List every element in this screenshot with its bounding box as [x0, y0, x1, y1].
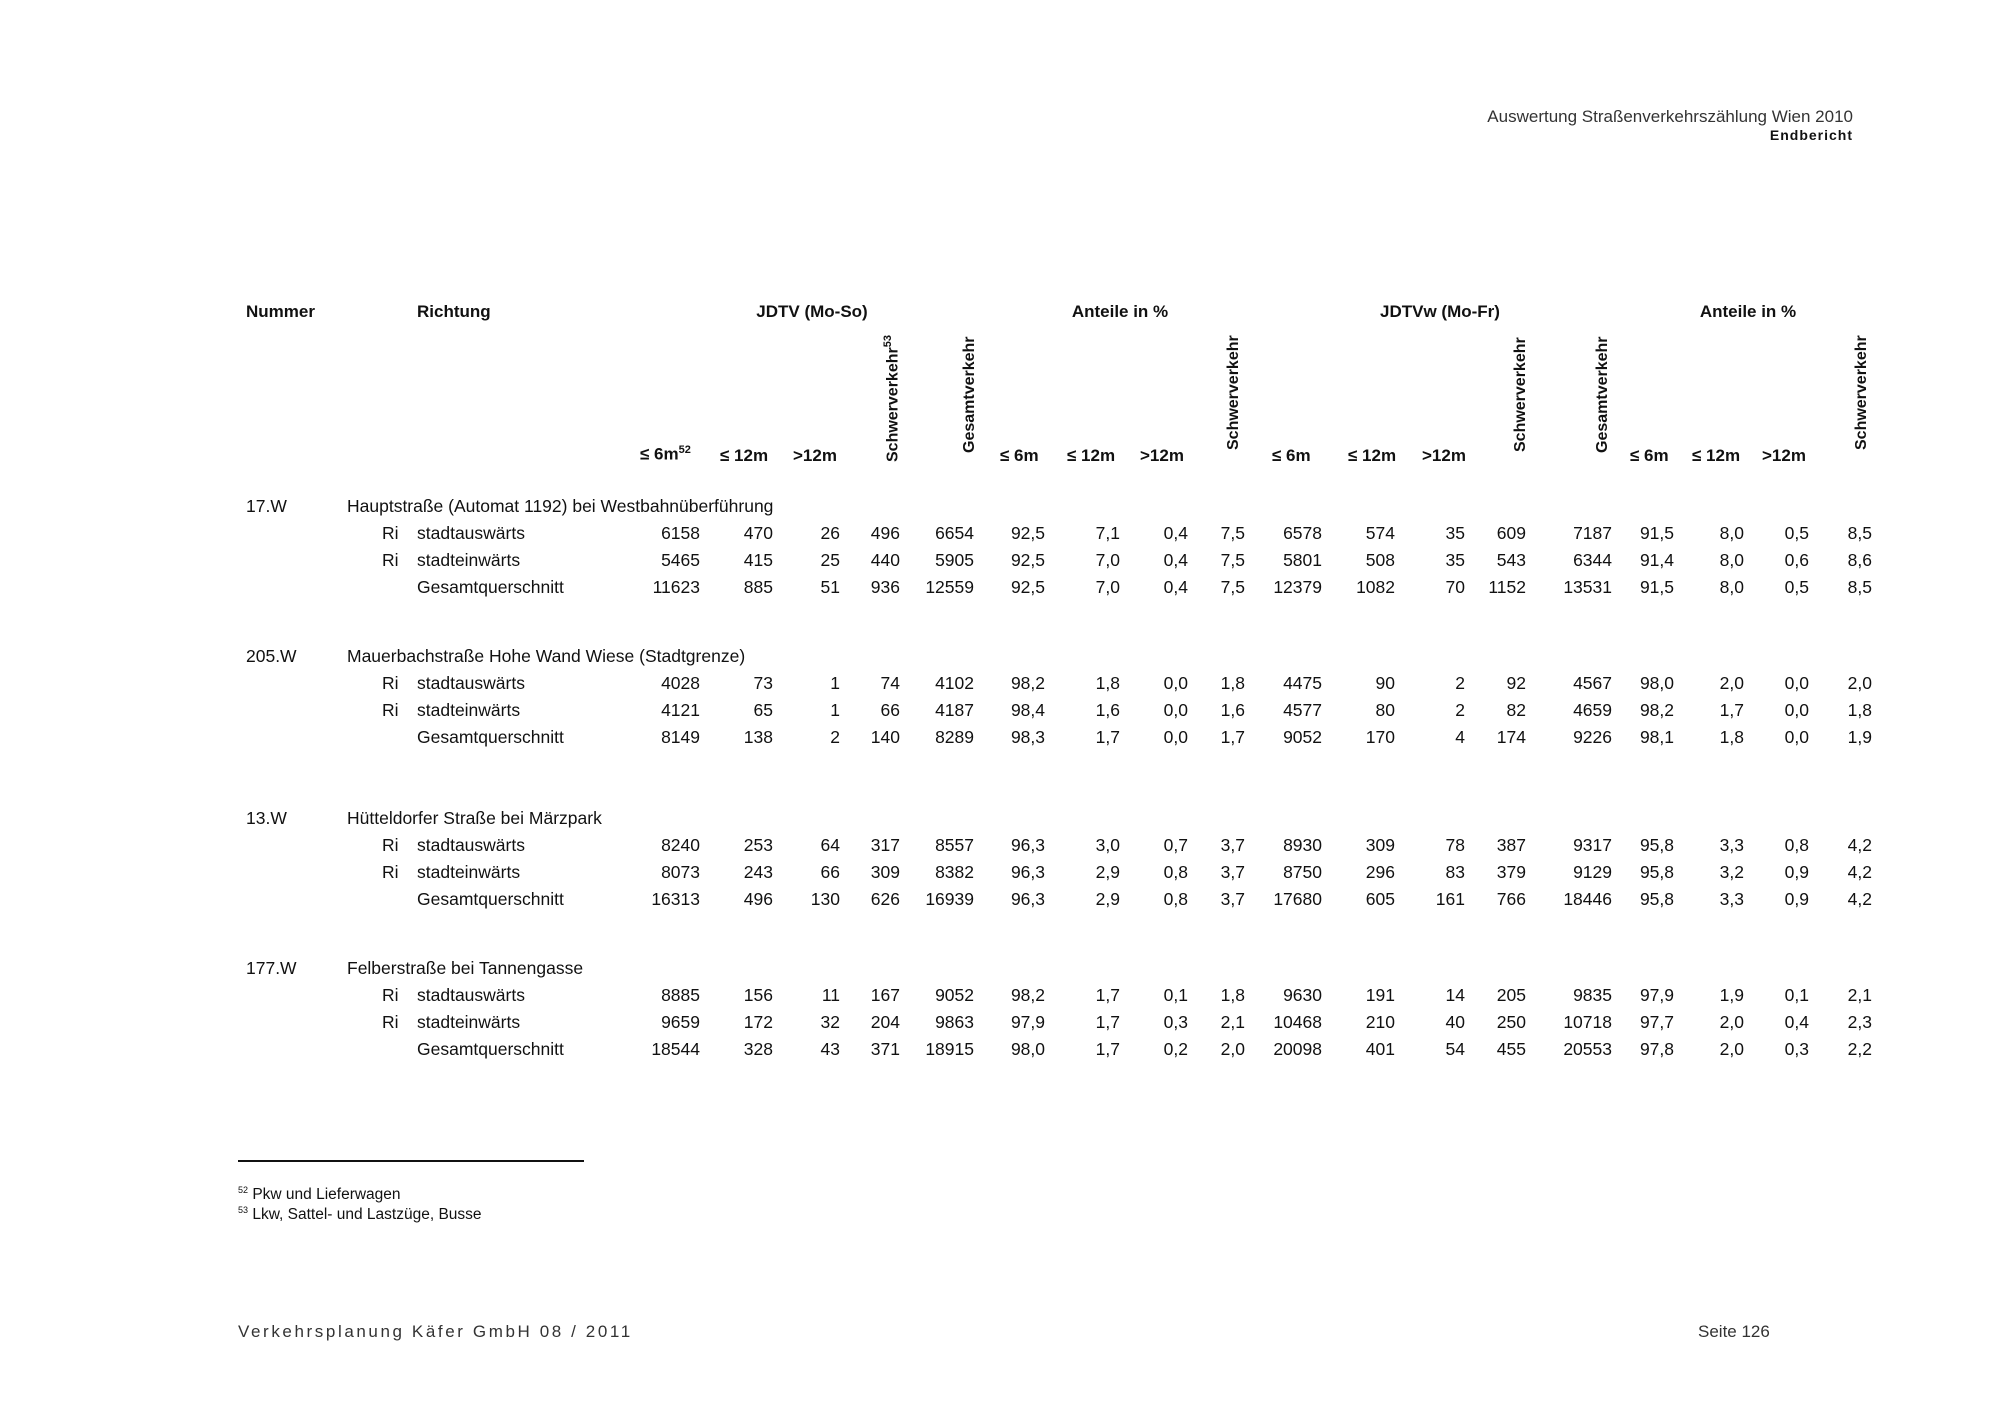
table-cell: 43 — [820, 1039, 840, 1059]
table-cell: 1,8 — [1220, 985, 1245, 1005]
table-cell: 98,2 — [1639, 700, 1674, 720]
group-header-jdtv: JDTV (Mo-So) — [756, 302, 868, 321]
footer-page-number: Seite 126 — [1698, 1322, 1770, 1341]
table-row — [0, 835, 2000, 861]
table-cell: 2 — [1455, 673, 1465, 693]
table-cell: 8,0 — [1719, 550, 1744, 570]
table-cell: 508 — [1365, 550, 1395, 570]
section-number: 205.W — [246, 646, 297, 666]
subheader-le6m-jdtv: ≤ $6m^{52}$ — [640, 444, 691, 464]
table-cell: 8930 — [1283, 835, 1322, 855]
table-cell: 1 — [830, 700, 840, 720]
table-cell: 91,5 — [1639, 577, 1674, 597]
table-cell: 40 — [1445, 1012, 1465, 1032]
table-cell: 92,5 — [1010, 523, 1045, 543]
table-cell: 0,4 — [1784, 1012, 1809, 1032]
table-cell: 9317 — [1573, 835, 1612, 855]
subheader-le12m-anteile-1: ≤ 12m — [1067, 446, 1116, 465]
table-cell: 7,0 — [1095, 577, 1120, 597]
table-cell: 98,3 — [1010, 727, 1045, 747]
report-subtitle: Endbericht — [1769, 127, 1853, 144]
table-cell: 1,7 — [1095, 727, 1120, 747]
table-cell: 98,0 — [1639, 673, 1674, 693]
group-header-jdtvw: JDTVw (Mo-Fr) — [1380, 302, 1500, 321]
table-cell: 3,7 — [1220, 889, 1245, 909]
table-cell: 80 — [1375, 700, 1395, 720]
table-cell: 5801 — [1283, 550, 1322, 570]
table-cell: 1152 — [1488, 577, 1526, 597]
table-cell: 8,0 — [1719, 577, 1744, 597]
table-cell: 3,2 — [1719, 862, 1744, 882]
table-row — [0, 1012, 2000, 1038]
table-cell: 4,2 — [1847, 862, 1872, 882]
direction-label: stadteinwärts — [417, 862, 521, 882]
table-cell: 3,7 — [1220, 862, 1245, 882]
table-cell: 97,8 — [1639, 1039, 1674, 1059]
table-cell: 18446 — [1563, 889, 1612, 909]
table-cell: 6158 — [661, 523, 700, 543]
table-cell: 8289 — [935, 727, 974, 747]
table-cell: 18544 — [651, 1039, 700, 1059]
table-cell: 2 — [830, 727, 840, 747]
direction-prefix: Ri — [382, 523, 399, 543]
table-cell: 3,3 — [1719, 889, 1744, 909]
direction-label: Gesamtquerschnitt — [417, 727, 564, 747]
table-cell: 70 — [1445, 577, 1465, 597]
table-cell: 415 — [743, 550, 773, 570]
table-cell: 0,8 — [1163, 862, 1188, 882]
table-cell: 138 — [743, 727, 773, 747]
table-cell: 0,4 — [1163, 550, 1188, 570]
table-cell: 1,7 — [1220, 727, 1245, 747]
table-cell: 9226 — [1573, 727, 1612, 747]
table-cell: 8750 — [1283, 862, 1322, 882]
table-cell: 1,8 — [1719, 727, 1744, 747]
table-cell: 92,5 — [1010, 577, 1045, 597]
table-cell: 243 — [743, 862, 773, 882]
table-cell: 4659 — [1573, 700, 1612, 720]
table-cell: 8,5 — [1847, 523, 1872, 543]
table-cell: 16939 — [925, 889, 974, 909]
table-cell: 170 — [1365, 727, 1395, 747]
direction-prefix: Ri — [382, 673, 399, 693]
table-cell: 0,0 — [1784, 673, 1809, 693]
table-cell: 96,3 — [1010, 835, 1045, 855]
footer-company: Verkehrsplanung Käfer GmbH 08 / 2011 — [238, 1322, 633, 1341]
table-cell: 16313 — [651, 889, 700, 909]
table-cell: 401 — [1365, 1039, 1395, 1059]
section-number: 13.W — [246, 808, 287, 828]
table-cell: 0,4 — [1163, 523, 1188, 543]
subheader-le6m-jdtvw: ≤ 6m — [1272, 446, 1311, 465]
table-row — [0, 727, 2000, 753]
table-cell: 95,8 — [1639, 862, 1674, 882]
table-cell: 0,3 — [1784, 1039, 1809, 1059]
table-cell: 1,6 — [1095, 700, 1120, 720]
direction-prefix: Ri — [382, 1012, 399, 1032]
table-cell: 574 — [1365, 523, 1395, 543]
table-cell: 2,3 — [1847, 1012, 1872, 1032]
table-row — [0, 550, 2000, 576]
vertical-header-schwerverkehr-anteile-2: Schwerverkehr — [1853, 335, 1870, 450]
table-cell: 96,3 — [1010, 862, 1045, 882]
section-header-row — [0, 958, 2000, 984]
table-row — [0, 1039, 2000, 1065]
column-header-nummer: Nummer — [246, 302, 315, 321]
table-cell: 66 — [820, 862, 840, 882]
table-cell: 0,6 — [1784, 550, 1809, 570]
subheader-gt12m-jdtv: >12m — [793, 446, 837, 465]
subheader-le6m-anteile-2: ≤ 6m — [1630, 446, 1669, 465]
table-cell: 9659 — [661, 1012, 700, 1032]
table-cell: 0,1 — [1163, 985, 1188, 1005]
table-cell: 8149 — [661, 727, 700, 747]
table-cell: 0,0 — [1784, 727, 1809, 747]
table-cell: 8,6 — [1847, 550, 1872, 570]
table-cell: 2,2 — [1847, 1039, 1872, 1059]
direction-label: Gesamtquerschnitt — [417, 889, 564, 909]
direction-prefix: Ri — [382, 700, 399, 720]
table-cell: 6578 — [1283, 523, 1322, 543]
table-cell: 95,8 — [1639, 835, 1674, 855]
table-cell: 25 — [820, 550, 840, 570]
table-row — [0, 523, 2000, 549]
footnote-52: $^{52}$ Pkw und Lieferwagen — [238, 1185, 401, 1204]
table-cell: 91,4 — [1639, 550, 1674, 570]
table-cell: 140 — [870, 727, 900, 747]
table-cell: 1082 — [1356, 577, 1395, 597]
direction-label: stadteinwärts — [417, 1012, 521, 1032]
table-cell: 7,5 — [1220, 550, 1245, 570]
table-cell: 609 — [1496, 523, 1526, 543]
table-cell: 7,5 — [1220, 523, 1245, 543]
table-cell: 17680 — [1273, 889, 1322, 909]
table-cell: 12379 — [1273, 577, 1322, 597]
table-cell: 35 — [1445, 523, 1465, 543]
subheader-le6m-anteile-1: ≤ 6m — [1000, 446, 1039, 465]
subheader-le12m-anteile-2: ≤ 12m — [1692, 446, 1741, 465]
group-header-anteile-2: Anteile in % — [1699, 302, 1797, 321]
table-cell: 0,7 — [1163, 835, 1188, 855]
footnote-53: $^{53}$ Lkw, Sattel- und Lastzüge, Busse — [238, 1205, 482, 1224]
table-cell: 11 — [821, 985, 840, 1005]
table-cell: 9052 — [1283, 727, 1322, 747]
table-cell: 2,9 — [1095, 862, 1120, 882]
table-cell: 1,8 — [1847, 700, 1872, 720]
direction-prefix: Ri — [382, 985, 399, 1005]
table-cell: 6654 — [935, 523, 974, 543]
table-cell: 1,7 — [1095, 985, 1120, 1005]
table-cell: 4028 — [661, 673, 700, 693]
table-cell: 4,2 — [1847, 889, 1872, 909]
direction-prefix: Ri — [382, 550, 399, 570]
table-cell: 543 — [1496, 550, 1526, 570]
table-cell: 0,0 — [1163, 700, 1188, 720]
table-cell: 92 — [1506, 673, 1526, 693]
section-header-row — [0, 808, 2000, 834]
table-cell: 455 — [1496, 1039, 1526, 1059]
table-cell: 1,7 — [1095, 1012, 1120, 1032]
subheader-gt12m-anteile-2: >12m — [1762, 446, 1806, 465]
table-cell: 296 — [1365, 862, 1395, 882]
vertical-header-gesamtverkehr-jdtvw: Gesamtverkehr — [1594, 336, 1611, 453]
table-cell: 3,7 — [1220, 835, 1245, 855]
table-cell: 6344 — [1573, 550, 1612, 570]
table-cell: 0,8 — [1163, 889, 1188, 909]
table-cell: 1,8 — [1220, 673, 1245, 693]
subheader-le12m-jdtv: ≤ 12m — [720, 446, 769, 465]
table-cell: 0,5 — [1784, 577, 1809, 597]
table-cell: 9863 — [935, 1012, 974, 1032]
table-cell: 309 — [870, 862, 900, 882]
table-cell: 66 — [880, 700, 900, 720]
table-cell: 936 — [870, 577, 900, 597]
section-header-row — [0, 496, 2000, 522]
table-cell: 82 — [1506, 700, 1526, 720]
table-cell: 4187 — [935, 700, 974, 720]
table-cell: 885 — [743, 577, 773, 597]
table-cell: 250 — [1496, 1012, 1526, 1032]
table-cell: 26 — [820, 523, 840, 543]
table-cell: 7187 — [1573, 523, 1612, 543]
table-cell: 9630 — [1283, 985, 1322, 1005]
table-cell: 161 — [1435, 889, 1465, 909]
table-cell: 95,8 — [1639, 889, 1674, 909]
direction-label: stadtauswärts — [417, 835, 525, 855]
direction-label: stadtauswärts — [417, 523, 525, 543]
table-cell: 2,0 — [1220, 1039, 1245, 1059]
table-cell: 1 — [830, 673, 840, 693]
table-cell: 98,1 — [1639, 727, 1674, 747]
table-cell: 0,2 — [1163, 1039, 1188, 1059]
table-cell: 8885 — [661, 985, 700, 1005]
table-cell: 2,0 — [1847, 673, 1872, 693]
table-cell: 8073 — [661, 862, 700, 882]
table-cell: 4 — [1455, 727, 1465, 747]
direction-label: Gesamtquerschnitt — [417, 577, 564, 597]
table-cell: 130 — [810, 889, 840, 909]
table-row — [0, 862, 2000, 888]
table-cell: 496 — [743, 889, 773, 909]
table-row — [0, 985, 2000, 1011]
table-cell: 379 — [1496, 862, 1526, 882]
table-cell: 5905 — [935, 550, 974, 570]
section-location-name: Felberstraße bei Tannengasse — [347, 958, 584, 978]
table-cell: 10718 — [1563, 1012, 1612, 1032]
table-cell: 18915 — [925, 1039, 974, 1059]
table-cell: 7,1 — [1095, 523, 1120, 543]
table-cell: 4121 — [661, 700, 700, 720]
table-cell: 210 — [1365, 1012, 1395, 1032]
table-cell: 7,0 — [1095, 550, 1120, 570]
table-cell: 54 — [1445, 1039, 1465, 1059]
table-cell: 0,0 — [1784, 700, 1809, 720]
table-cell: 97,9 — [1639, 985, 1674, 1005]
table-cell: 172 — [743, 1012, 773, 1032]
table-cell: 2,1 — [1847, 985, 1872, 1005]
table-cell: 328 — [743, 1039, 773, 1059]
direction-label: stadtauswärts — [417, 985, 525, 1005]
table-cell: 8,5 — [1847, 577, 1872, 597]
table-cell: 74 — [880, 673, 900, 693]
section-location-name: Hauptstraße (Automat 1192) bei Westbahnüberführung — [347, 496, 774, 516]
table-cell: 1,9 — [1719, 985, 1744, 1005]
table-cell: 496 — [870, 523, 900, 543]
direction-label: stadteinwärts — [417, 550, 521, 570]
table-cell: 11623 — [652, 577, 700, 597]
table-cell: 156 — [743, 985, 773, 1005]
table-cell: 13531 — [1563, 577, 1612, 597]
table-cell: 65 — [753, 700, 773, 720]
table-cell: 3,0 — [1095, 835, 1120, 855]
table-cell: 0,9 — [1784, 862, 1809, 882]
table-cell: 3,3 — [1719, 835, 1744, 855]
table-cell: 371 — [870, 1039, 900, 1059]
table-cell: 0,4 — [1163, 577, 1188, 597]
table-cell: 14 — [1445, 985, 1465, 1005]
table-cell: 1,9 — [1847, 727, 1872, 747]
table-cell: 191 — [1365, 985, 1395, 1005]
table-cell: 0,0 — [1163, 727, 1188, 747]
footnote-divider — [238, 1160, 584, 1162]
table-cell: 167 — [870, 985, 900, 1005]
table-cell: 8240 — [661, 835, 700, 855]
table-cell: 317 — [870, 835, 900, 855]
subheader-le12m-jdtvw: ≤ 12m — [1348, 446, 1397, 465]
vertical-header-schwerverkehr-jdtvw: Schwerverkehr — [1512, 337, 1529, 452]
table-cell: 626 — [870, 889, 900, 909]
direction-label: stadteinwärts — [417, 700, 521, 720]
table-cell: 92,5 — [1010, 550, 1045, 570]
table-cell: 64 — [820, 835, 840, 855]
column-header-richtung: Richtung — [417, 302, 491, 321]
table-cell: 1,7 — [1095, 1039, 1120, 1059]
table-cell: 32 — [820, 1012, 840, 1032]
table-cell: 20553 — [1563, 1039, 1612, 1059]
table-cell: 9052 — [935, 985, 974, 1005]
vertical-header-schwerverkehr-anteile-1: Schwerverkehr — [1225, 335, 1242, 450]
table-cell: 98,2 — [1010, 673, 1045, 693]
table-cell: 35 — [1445, 550, 1465, 570]
direction-label: Gesamtquerschnitt — [417, 1039, 564, 1059]
table-cell: 9129 — [1573, 862, 1612, 882]
table-cell: 4577 — [1283, 700, 1322, 720]
table-cell: 204 — [870, 1012, 900, 1032]
direction-prefix: Ri — [382, 835, 399, 855]
subheader-gt12m-jdtvw: >12m — [1422, 446, 1466, 465]
table-row — [0, 673, 2000, 699]
vertical-header-schwerverkehr-jdtv: Schwerverkehr$^{53}$ — [882, 335, 902, 462]
section-number: 177.W — [246, 958, 297, 978]
table-cell: 253 — [743, 835, 773, 855]
table-cell: 4102 — [935, 673, 974, 693]
table-cell: 7,5 — [1220, 577, 1245, 597]
table-cell: 174 — [1496, 727, 1526, 747]
table-cell: 605 — [1365, 889, 1395, 909]
subheader-gt12m-anteile-1: >12m — [1140, 446, 1184, 465]
table-cell: 51 — [820, 577, 840, 597]
table-cell: 9835 — [1573, 985, 1612, 1005]
section-header-row — [0, 646, 2000, 672]
table-cell: 2,1 — [1220, 1012, 1245, 1032]
table-cell: 83 — [1445, 862, 1465, 882]
table-cell: 440 — [870, 550, 900, 570]
direction-label: stadtauswärts — [417, 673, 525, 693]
table-cell: 97,9 — [1010, 1012, 1045, 1032]
table-cell: 2,9 — [1095, 889, 1120, 909]
table-cell: 1,6 — [1220, 700, 1245, 720]
table-cell: 8557 — [935, 835, 974, 855]
table-cell: 1,7 — [1719, 700, 1744, 720]
table-row — [0, 577, 2000, 603]
table-cell: 4475 — [1283, 673, 1322, 693]
table-cell: 1,8 — [1095, 673, 1120, 693]
report-title: Auswertung Straßenverkehrszählung Wien 2010 — [1487, 107, 1853, 126]
table-cell: 766 — [1496, 889, 1526, 909]
table-cell: 0,3 — [1163, 1012, 1188, 1032]
section-location-name: Mauerbachstraße Hohe Wand Wiese (Stadtgrenze) — [347, 646, 746, 666]
table-cell: 0,8 — [1784, 835, 1809, 855]
vertical-header-gesamtverkehr-jdtv: Gesamtverkehr — [961, 336, 978, 453]
table-cell: 309 — [1365, 835, 1395, 855]
section-number: 17.W — [246, 496, 287, 516]
table-cell: 2 — [1455, 700, 1465, 720]
direction-prefix: Ri — [382, 862, 399, 882]
table-cell: 2,0 — [1719, 1012, 1744, 1032]
table-cell: 8,0 — [1719, 523, 1744, 543]
table-cell: 12559 — [925, 577, 974, 597]
table-cell: 0,5 — [1784, 523, 1809, 543]
table-cell: 0,0 — [1163, 673, 1188, 693]
table-cell: 470 — [743, 523, 773, 543]
group-header-anteile-1: Anteile in % — [1071, 302, 1169, 321]
table-cell: 73 — [753, 673, 773, 693]
table-cell: 4,2 — [1847, 835, 1872, 855]
table-cell: 0,9 — [1784, 889, 1809, 909]
table-cell: 5465 — [661, 550, 700, 570]
table-cell: 78 — [1445, 835, 1465, 855]
table-cell: 96,3 — [1010, 889, 1045, 909]
table-cell: 97,7 — [1639, 1012, 1674, 1032]
page-header — [1487, 106, 1853, 145]
table-cell: 0,1 — [1784, 985, 1809, 1005]
table-row — [0, 700, 2000, 726]
table-cell: 387 — [1496, 835, 1526, 855]
table-cell: 8382 — [935, 862, 974, 882]
table-cell: 2,0 — [1719, 1039, 1744, 1059]
table-cell: 4567 — [1573, 673, 1612, 693]
table-cell: 98,0 — [1010, 1039, 1045, 1059]
table-cell: 98,4 — [1010, 700, 1045, 720]
section-location-name: Hütteldorfer Straße bei Märzpark — [347, 808, 602, 828]
table-cell: 20098 — [1273, 1039, 1322, 1059]
table-cell: 2,0 — [1719, 673, 1744, 693]
table-cell: 10468 — [1273, 1012, 1322, 1032]
table-row — [0, 889, 2000, 915]
table-cell: 90 — [1375, 673, 1395, 693]
table-cell: 98,2 — [1010, 985, 1045, 1005]
table-cell: 205 — [1496, 985, 1526, 1005]
table-cell: 91,5 — [1639, 523, 1674, 543]
